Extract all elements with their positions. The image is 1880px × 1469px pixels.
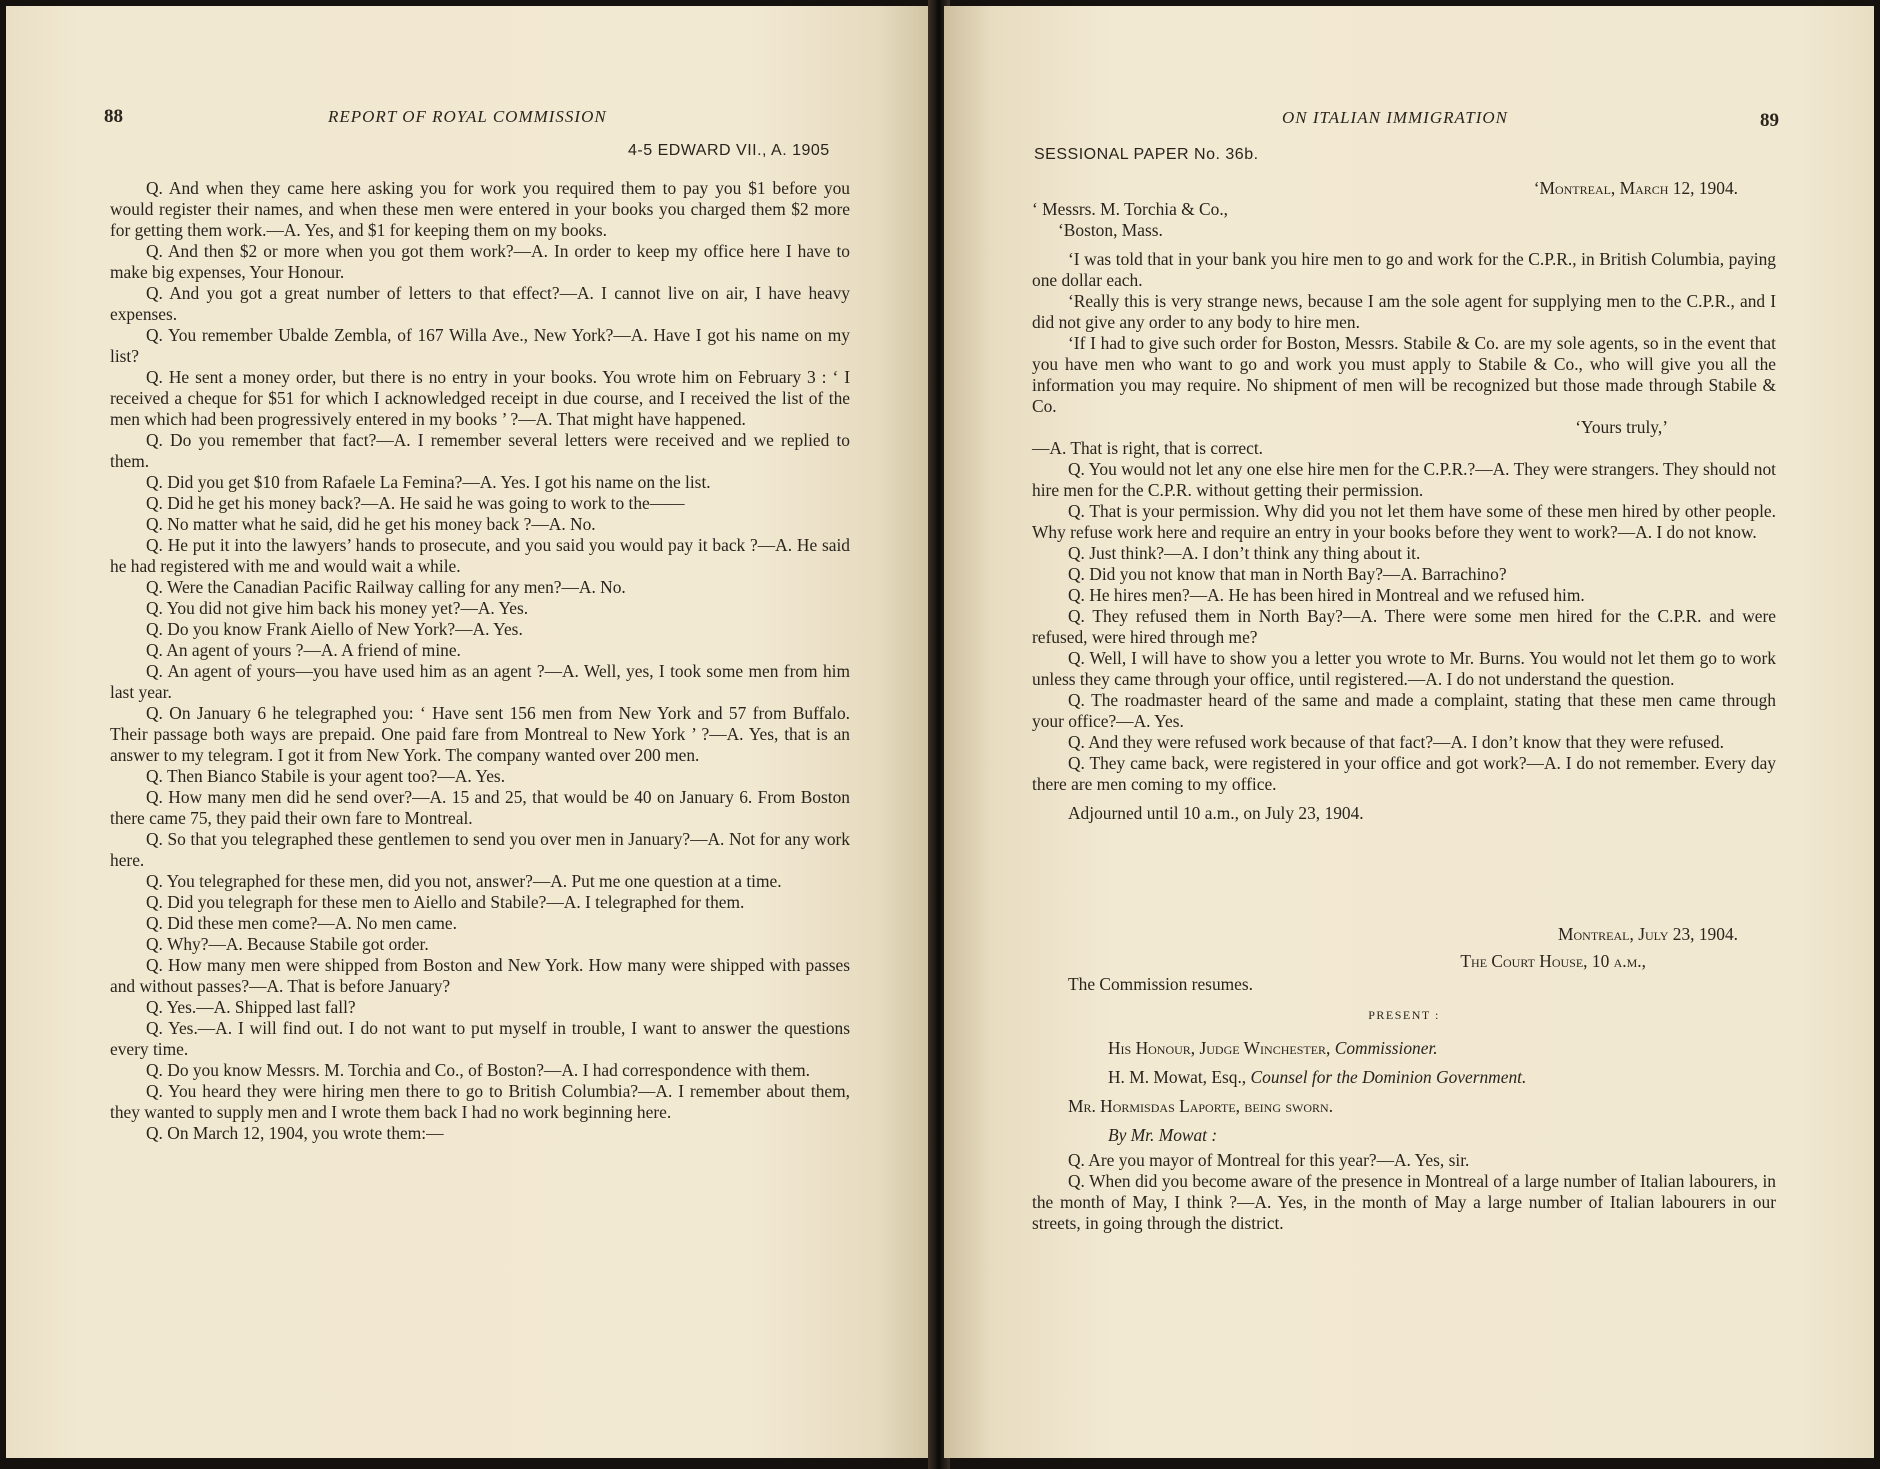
member-role: Commissioner. bbox=[1334, 1038, 1438, 1058]
member-name: His Honour, Judge Winchester, bbox=[1108, 1038, 1331, 1058]
present-member bbox=[1032, 1067, 1776, 1088]
letter-paragraph: ‘If I had to give such order for Boston, Messrs. Stabile & Co. are my sole agents, so in the event that you have men who want to go and work you must apply to Stabile & Co., who will give you all the information you may require. No shipment of men will be recognized but those made through Stabile & Co. bbox=[1032, 333, 1776, 416]
paragraph: Q. That is your permission. Why did you not let them have some of these men hired by other people. Why refuse work here and require an entry in your books before they went to work?—A. I do not know. bbox=[1032, 501, 1776, 542]
paragraph: Q. And you got a great number of letters to that effect?—A. I cannot live on air, I have heavy expenses. bbox=[110, 283, 850, 324]
adjournment-line: Adjourned until 10 a.m., on July 23, 1904. bbox=[1068, 803, 1364, 823]
paragraph: Q. He hires men?—A. He has been hired in Montreal and we refused him. bbox=[1068, 585, 1585, 605]
letter-paragraph: ‘Really this is very strange news, because I am the sole agent for supplying men to the C.P.R., and I did not give any order to any body to hire men. bbox=[1032, 291, 1776, 332]
left-page bbox=[6, 6, 934, 1458]
session-dateline: Montreal, July 23, 1904. bbox=[1558, 924, 1738, 944]
paragraph: Q. Did you not know that man in North Bay?—A. Barrachino? bbox=[1068, 564, 1507, 584]
paragraph: Q. Then Bianco Stabile is your agent too?—A. Yes. bbox=[146, 766, 506, 786]
commission-resumes: The Commission resumes. bbox=[1068, 974, 1254, 994]
letter-address: ‘Boston, Mass. bbox=[1058, 220, 1163, 240]
session-place: The Court House, 10 a.m., bbox=[1460, 951, 1646, 971]
paragraph: —A. That is right, that is correct. bbox=[1032, 438, 1264, 458]
paragraph: Q. And they were refused work because of that fact?—A. I don’t know that they were refused. bbox=[1068, 732, 1724, 752]
paragraph: Q. You would not let any one else hire men for the C.P.R.?—A. They were strangers. They should not hire men for the C.P.R. without getting their permission. bbox=[1032, 459, 1776, 500]
paragraph: Q. Yes.—A. Shipped last fall? bbox=[146, 997, 356, 1017]
paragraph: Q. And then $2 or more when you got them work?—A. In order to keep my office here I have to make big expenses, Your Honour. bbox=[110, 241, 850, 282]
paragraph: Q. Are you mayor of Montreal for this year?—A. Yes, sir. bbox=[1068, 1150, 1470, 1170]
paragraph: Q. Yes.—A. I will find out. I do not want to put myself in trouble, I want to answer the questions every time. bbox=[110, 1018, 850, 1059]
paragraph: Q. Do you know Messrs. M. Torchia and Co., of Boston?—A. I had correspondence with them. bbox=[146, 1060, 811, 1080]
member-name: H. M. Mowat, Esq., bbox=[1108, 1067, 1247, 1087]
running-head-left: REPORT OF ROYAL COMMISSION bbox=[328, 107, 607, 126]
page-number-right: 89 bbox=[1760, 110, 1779, 131]
paragraph: Q. They refused them in North Bay?—A. There were some men hired for the C.P.R. and were refused, were hired through me? bbox=[1032, 606, 1776, 647]
examiner-line: By Mr. Mowat : bbox=[1108, 1125, 1218, 1145]
page-number-left: 88 bbox=[104, 106, 123, 127]
paragraph: Q. Were the Canadian Pacific Railway calling for any men?—A. No. bbox=[146, 577, 626, 597]
sessional-paper: SESSIONAL PAPER No. 36b. bbox=[1034, 146, 1259, 163]
paragraph: Q. Just think?—A. I don’t think any thing about it. bbox=[1068, 543, 1421, 563]
paragraph: Q. You telegraphed for these men, did you not, answer?—A. Put me one question at a time. bbox=[146, 871, 782, 891]
right-page bbox=[944, 6, 1874, 1458]
present-member bbox=[1032, 1038, 1776, 1059]
paragraph: Q. Did you telegraph for these men to Aiello and Stabile?—A. I telegraphed for them. bbox=[146, 892, 745, 912]
paragraph: Q. The roadmaster heard of the same and made a complaint, stating that these men came through your office?—A. Yes. bbox=[1032, 690, 1776, 731]
paragraph: Q. Did you get $10 from Rafaele La Femina?—A. Yes. I got his name on the list. bbox=[146, 472, 711, 492]
paragraph: Q. Did these men come?—A. No men came. bbox=[146, 913, 458, 933]
letter-addressee: ‘ Messrs. M. Torchia & Co., bbox=[1032, 199, 1229, 219]
letter-date: ‘Montreal, March 12, 1904. bbox=[1533, 178, 1738, 198]
paragraph: Q. They came back, were registered in your office and got work?—A. I do not remember. Every day there are men coming to my office. bbox=[1032, 753, 1776, 794]
letter-signoff: ‘Yours truly,’ bbox=[1575, 417, 1668, 437]
paragraph: Q. He put it into the lawyers’ hands to prosecute, and you said you would pay it back ?—A. He said he had registered with me and would wait a while. bbox=[110, 535, 850, 576]
paragraph: Q. How many men were shipped from Boston and New York. How many were shipped with passes and without passes?—A. That is before January? bbox=[110, 955, 850, 996]
paragraph: Q. No matter what he said, did he get his money back ?—A. No. bbox=[146, 514, 596, 534]
member-role: Counsel for the Dominion Government. bbox=[1250, 1067, 1527, 1087]
paragraph: Q. An agent of yours—you have used him as an agent ?—A. Well, yes, I took some men from him last year. bbox=[110, 661, 850, 702]
paragraph: Q. You did not give him back his money yet?—A. Yes. bbox=[146, 598, 529, 618]
paragraph: Q. Do you remember that fact?—A. I remember several letters were received and we replied to them. bbox=[110, 430, 850, 471]
paragraph: Q. He sent a money order, but there is no entry in your books. You wrote him on February 3 : ‘ I received a cheque for $51 for which I acknowledged receipt in due course, and I received the list of the men which had been progressively entered in my books ’ ?—A. That might have happened. bbox=[110, 367, 850, 429]
paragraph: Q. On January 6 he telegraphed you: ‘ Have sent 156 men from New York and 57 from Buffalo. Their passage both ways are prepaid. One paid fare from Montreal to New York ’ ?—A. Yes, that is an answer to my telegram. I got it from New York. The company wanted over 200 men. bbox=[110, 703, 850, 765]
witness-sworn: Mr. Hormisdas Laporte, being sworn. bbox=[1068, 1096, 1334, 1116]
regnal-year: 4-5 EDWARD VII., A. 1905 bbox=[628, 142, 830, 159]
paragraph: Q. On March 12, 1904, you wrote them:— bbox=[146, 1123, 444, 1143]
paragraph: Q. So that you telegraphed these gentlemen to send you over men in January?—A. Not for any work here. bbox=[110, 829, 850, 870]
paragraph: Q. Why?—A. Because Stabile got order. bbox=[146, 934, 429, 954]
paragraph: Q. Did he get his money back?—A. He said he was going to work to the—— bbox=[146, 493, 685, 513]
paragraph: Q. An agent of yours ?—A. A friend of mine. bbox=[146, 640, 461, 660]
paragraph: Q. Do you know Frank Aiello of New York?—A. Yes. bbox=[146, 619, 523, 639]
paragraph: Q. You remember Ubalde Zembla, of 167 Willa Ave., New York?—A. Have I got his name on my list? bbox=[110, 325, 850, 366]
paragraph: Q. And when they came here asking you for work you required them to pay you $1 before you would register their names, and when these men were entered in your books you charged them $2 more for getting them work.—A. Yes, and $1 for keeping them on my books. bbox=[110, 178, 850, 240]
letter-paragraph: ‘I was told that in your bank you hire men to go and work for the C.P.R., in British Columbia, paying one dollar each. bbox=[1032, 249, 1776, 290]
paragraph: Q. How many men did he send over?—A. 15 and 25, that would be 40 on January 6. From Boston there came 75, they paid their own fare to Montreal. bbox=[110, 787, 850, 828]
paragraph: Q. Well, I will have to show you a letter you wrote to Mr. Burns. You would not let them go to work unless they came through your office, until registered.—A. I do not understand the question. bbox=[1032, 648, 1776, 689]
left-page-text bbox=[110, 178, 850, 1144]
present-heading: PRESENT : bbox=[1368, 1008, 1440, 1022]
paragraph: Q. When did you become aware of the presence in Montreal of a large number of Italian labourers, in the month of May, I think ?—A. Yes, in the month of May a large number of Italian labourers in our streets, in going through the district. bbox=[1032, 1171, 1776, 1233]
right-page-text bbox=[1032, 178, 1776, 1234]
running-head-right: ON ITALIAN IMMIGRATION bbox=[1282, 108, 1508, 127]
paragraph: Q. You heard they were hiring men there to go to British Columbia?—A. I remember about them, they wanted to supply men and I wrote them back I had no work beginning here. bbox=[110, 1081, 850, 1122]
